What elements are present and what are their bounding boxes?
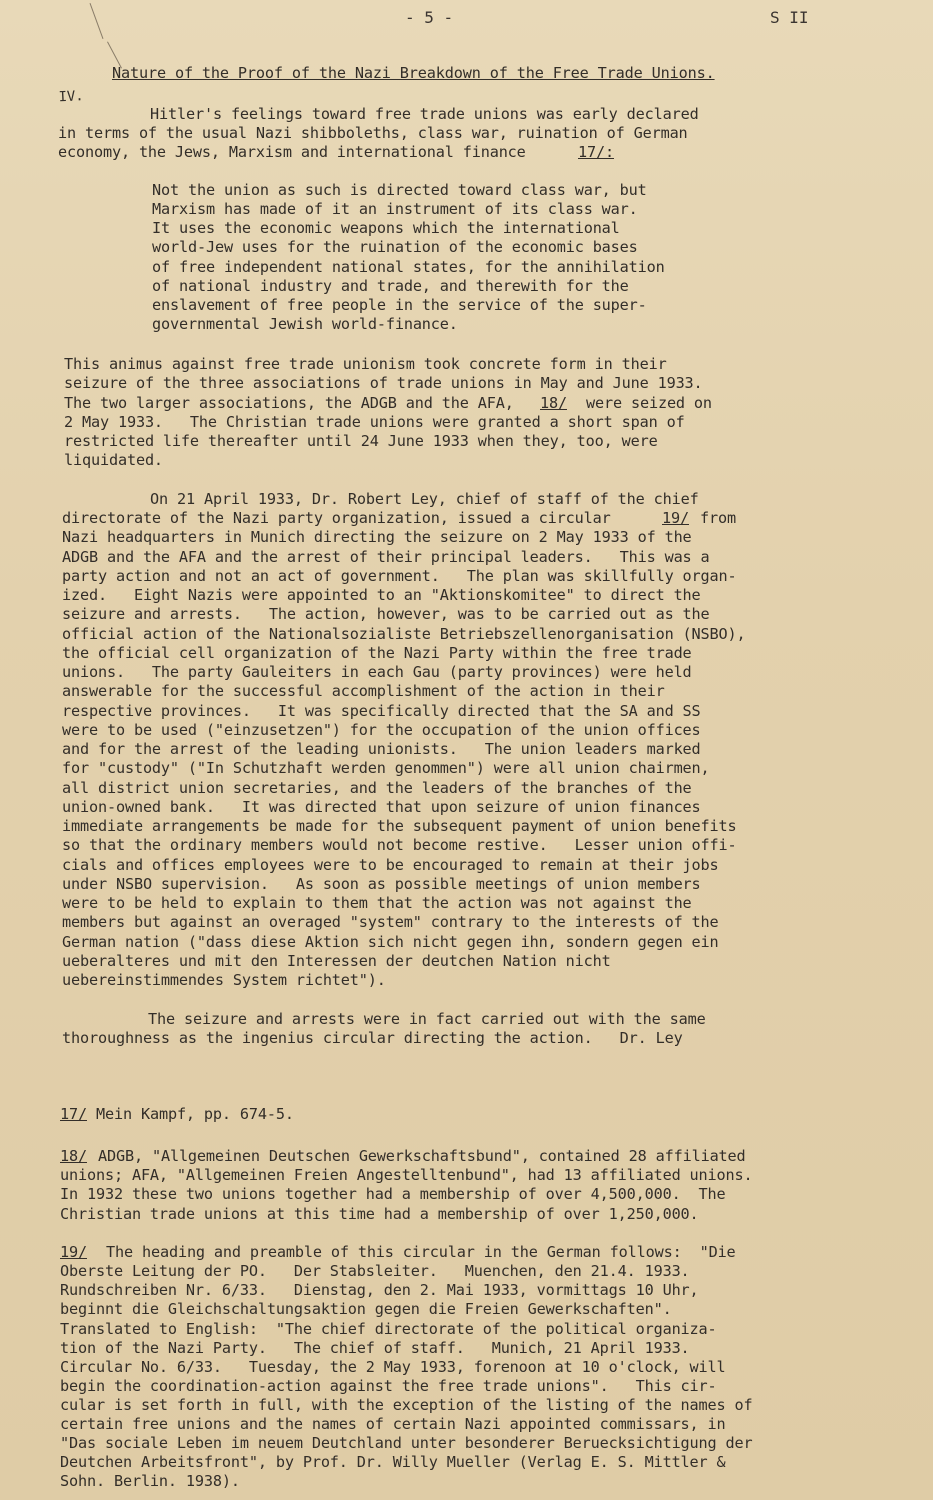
footnote-19-line-5: Translated to English: "The chief directorate of the political organiza- bbox=[60, 1320, 717, 1338]
para2-line-18: immediate arrangements be made for the subsequent payment of union benefits bbox=[62, 817, 737, 835]
para3-line-1: The seizure and arrests were in fact carried out with the same bbox=[148, 1010, 706, 1028]
footnote-marker-19: 19/ bbox=[60, 1243, 87, 1261]
footnote-18-line-3: In 1932 these two unions together had a membership of over 4,500,000. The bbox=[60, 1185, 726, 1203]
para2-line-21: under NSBO supervision. As soon as possible meetings of union members bbox=[62, 875, 701, 893]
footnote-ref-17: 17/: bbox=[578, 143, 614, 161]
para3-line-2: thoroughness as the ingenius circular directing the action. Dr. Ley bbox=[62, 1029, 683, 1047]
para2-line-4: ADGB and the AFA and the arrest of their principal leaders. This was a bbox=[62, 548, 710, 566]
footnote-ref-19: 19/ bbox=[662, 509, 689, 527]
para2-line-26: uebereinstimmendes System richtet"). bbox=[62, 971, 386, 989]
para1-line-5: restricted life thereafter until 24 June 1933 when they, too, were bbox=[64, 432, 658, 450]
para2-line-16: all district union secretaries, and the leaders of the branches of the bbox=[62, 779, 692, 797]
para2-line-7: seizure and arrests. The action, however, was to be carried out as the bbox=[62, 605, 710, 623]
page-number: - 5 - bbox=[405, 8, 454, 27]
para1-line-1: This animus against free trade unionism took concrete form in their bbox=[64, 355, 667, 373]
para1-line-2: seizure of the three associations of trade unions in May and June 1933. bbox=[64, 374, 703, 392]
quote-line-6: of national industry and trade, and therewith for the bbox=[152, 277, 629, 295]
quote-line-8: governmental Jewish world-finance. bbox=[152, 315, 458, 333]
quote-line-2: Marxism has made of it an instrument of its class war. bbox=[152, 200, 638, 218]
para2-line-14: and for the arrest of the leading unionists. The union leaders marked bbox=[62, 740, 701, 758]
quote-line-1: Not the union as such is directed toward class war, but bbox=[152, 181, 647, 199]
footnote-19-line-13: Sohn. Berlin. 1938). bbox=[60, 1472, 240, 1490]
footnote-19-line-6: tion of the Nazi Party. The chief of staff. Munich, 21 April 1933. bbox=[60, 1339, 690, 1357]
para2-line-25: ueberalteres und mit den Interessen der deutchen Nation nicht bbox=[62, 952, 611, 970]
scratch-mark bbox=[90, 3, 104, 39]
para2-line-8: official action of the Nationalsozialiste Betriebszellenorganisation (NSBO), bbox=[62, 625, 746, 643]
footnote-19-line-4: beginnt die Gleichschaltungsaktion gegen die Freien Gewerkschaften". bbox=[60, 1300, 672, 1318]
footnote-18-line-2: unions; AFA, "Allgemeinen Freien Angestelltenbund", had 13 affiliated unions. bbox=[60, 1166, 753, 1184]
para2-line-9: the official cell organization of the Nazi Party within the free trade bbox=[62, 644, 692, 662]
quote-line-3: It uses the economic weapons which the international bbox=[152, 219, 620, 237]
section-number: IV. bbox=[58, 88, 84, 106]
para2-line-11: answerable for the successful accomplishment of the action in their bbox=[62, 682, 665, 700]
footnote-19-line-10: certain free unions and the names of certain Nazi appointed commissars, in bbox=[60, 1415, 726, 1433]
para2-line-2b: from bbox=[700, 509, 736, 527]
footnote-19-line-3: Rundschreiben Nr. 6/33. Dienstag, den 2. Mai 1933, vormittags 10 Uhr, bbox=[60, 1281, 699, 1299]
footnote-19-line-7: Circular No. 6/33. Tuesday, the 2 May 1933, forenoon at 10 o'clock, will bbox=[60, 1358, 726, 1376]
para2-line-5: party action and not an act of government. The plan was skillfully organ- bbox=[62, 567, 737, 585]
para2-line-22: were to be held to explain to them that the action was not against the bbox=[62, 894, 692, 912]
intro-line-1: Hitler's feelings toward free trade unions was early declared bbox=[150, 105, 699, 123]
para2-line-24: German nation ("dass diese Aktion sich nicht gegen ihn, sondern gegen ein bbox=[62, 933, 719, 951]
para2-line-23: members but against an overaged "system" contrary to the interests of the bbox=[62, 913, 719, 931]
footnote-19-line-2: Oberste Leitung der PO. Der Stabsleiter. Muenchen, den 21.4. 1933. bbox=[60, 1262, 690, 1280]
footnote-ref-18: 18/ bbox=[540, 394, 567, 412]
quote-line-5: of free independent national states, for the annihilation bbox=[152, 258, 665, 276]
para1-line-3b: were seized on bbox=[586, 394, 712, 412]
para2-line-15: for "custody" ("In Schutzhaft werden genommen") were all union chairmen, bbox=[62, 759, 710, 777]
para2-line-12: respective provinces. It was specifically directed that the SA and SS bbox=[62, 702, 701, 720]
para1-line-3: The two larger associations, the ADGB and the AFA, bbox=[64, 394, 514, 412]
footnote-19-line-9: cular is set forth in full, with the exception of the listing of the names of bbox=[60, 1396, 753, 1414]
para2-line-2: directorate of the Nazi party organization, issued a circular bbox=[62, 509, 611, 527]
footnote-19-line-12: Deutchen Arbeitsfront", by Prof. Dr. Willy Mueller (Verlag E. S. Mittler & bbox=[60, 1453, 726, 1471]
para1-line-4: 2 May 1933. The Christian trade unions were granted a short span of bbox=[64, 413, 685, 431]
section-title: Nature of the Proof of the Nazi Breakdown of the Free Trade Unions. bbox=[112, 64, 715, 82]
para2-line-6: ized. Eight Nazis were appointed to an "Aktionskomitee" to direct the bbox=[62, 586, 701, 604]
footnote-17-text: Mein Kampf, pp. 674-5. bbox=[96, 1105, 294, 1123]
para2-line-20: cials and offices employees were to be encouraged to remain at their jobs bbox=[62, 856, 719, 874]
quote-line-4: world-Jew uses for the ruination of the economic bases bbox=[152, 238, 638, 256]
footnote-marker-17: 17/ bbox=[60, 1105, 87, 1123]
footnote-18-line-1: ADGB, "Allgemeinen Deutschen Gewerkschaftsbund", contained 28 affiliated bbox=[98, 1147, 746, 1165]
footnote-18-line-4: Christian trade unions at this time had a membership of over 1,250,000. bbox=[60, 1205, 699, 1223]
section-code: S II bbox=[770, 8, 809, 27]
para2-line-10: unions. The party Gauleiters in each Gau (party provinces) were held bbox=[62, 663, 692, 681]
para2-line-19: so that the ordinary members would not become restive. Lesser union offi- bbox=[62, 836, 737, 854]
para2-line-17: union-owned bank. It was directed that upon seizure of union finances bbox=[62, 798, 701, 816]
footnote-19-line-1: The heading and preamble of this circular in the German follows: "Die bbox=[106, 1243, 736, 1261]
para1-line-6: liquidated. bbox=[64, 451, 163, 469]
para2-line-3: Nazi headquarters in Munich directing the seizure on 2 May 1933 of the bbox=[62, 528, 692, 546]
footnote-19-line-11: "Das sociale Leben im neuem Deutchland unter besonderer Beruecksichtigung der bbox=[60, 1434, 753, 1452]
para2-line-13: were to be used ("einzusetzen") for the occupation of the union offices bbox=[62, 721, 701, 739]
footnote-marker-18: 18/ bbox=[60, 1147, 87, 1165]
para2-line-1: On 21 April 1933, Dr. Robert Ley, chief of staff of the chief bbox=[150, 490, 699, 508]
intro-line-2: in terms of the usual Nazi shibboleths, class war, ruination of German bbox=[58, 124, 688, 142]
footnote-19-line-8: begin the coordination-action against the free trade unions". This cir- bbox=[60, 1377, 717, 1395]
quote-line-7: enslavement of free people in the service of the super- bbox=[152, 296, 647, 314]
intro-line-3: economy, the Jews, Marxism and international finance bbox=[58, 143, 526, 161]
